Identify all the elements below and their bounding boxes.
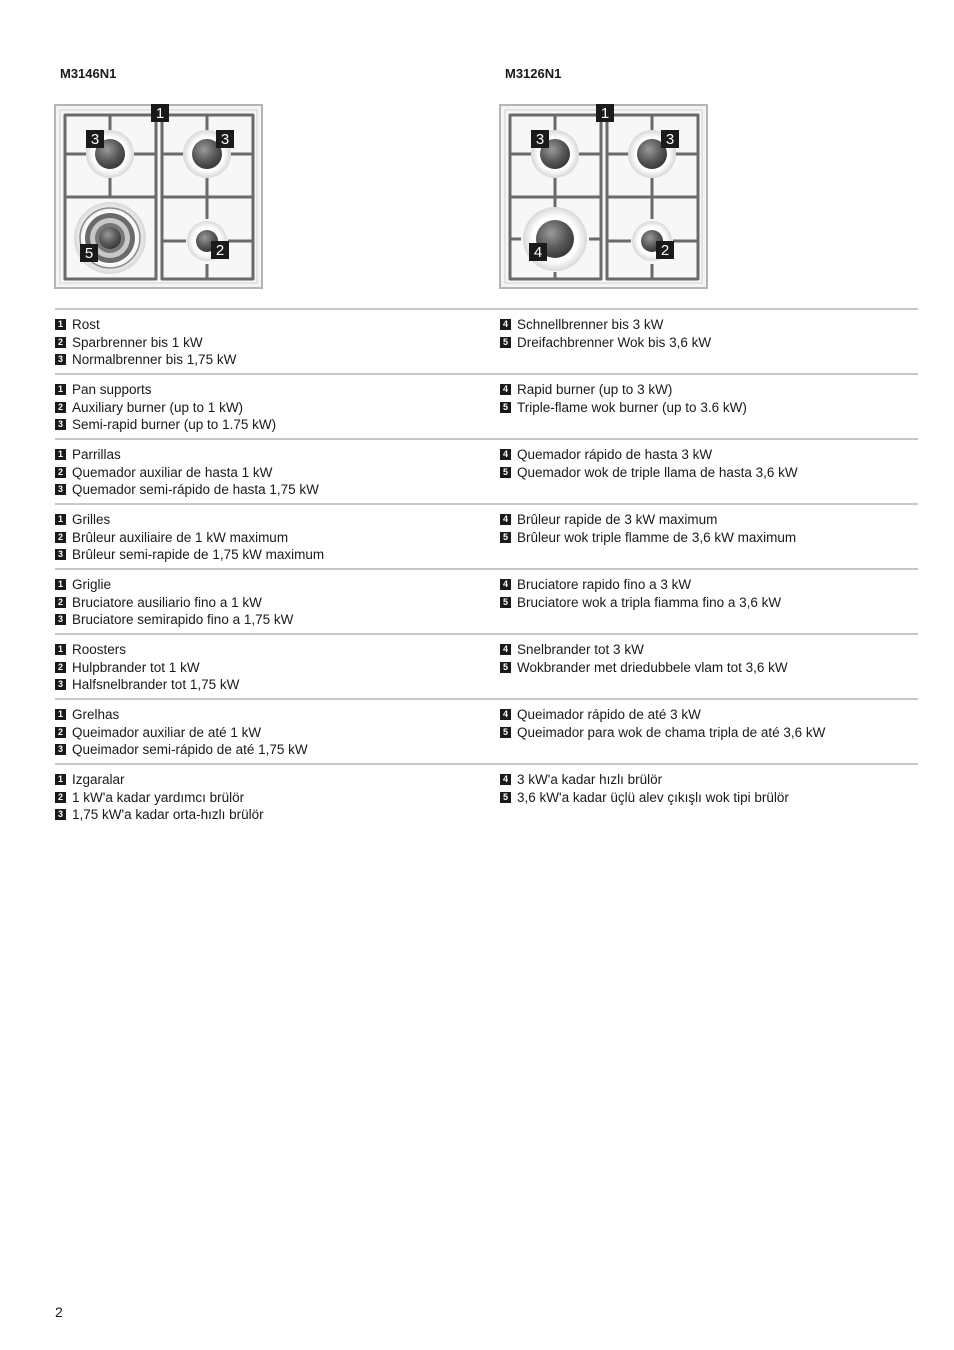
legend-text: Grelhas [72, 707, 120, 723]
legend-number-badge: 4 [500, 774, 511, 785]
legend-text: Triple-flame wok burner (up to 3.6 kW) [517, 399, 747, 415]
legend-number-badge: 3 [55, 549, 66, 560]
legend-text: Rost [72, 317, 100, 333]
legend-number-badge: 2 [55, 467, 66, 478]
legend-text: 3,6 kW'a kadar üçlü alev çıkışlı wok tipi brülör [517, 789, 789, 805]
legend-number-badge: 5 [500, 467, 511, 478]
legend-text: Snelbrander tot 3 kW [517, 642, 644, 658]
legend-number-badge: 5 [500, 597, 511, 608]
legend-number-badge: 1 [55, 514, 66, 525]
legend-number-badge: 4 [500, 644, 511, 655]
legend-column-left [55, 576, 293, 629]
legend-text: Semi-rapid burner (up to 1.75 kW) [72, 417, 277, 433]
legend-table [55, 308, 918, 828]
legend-number-badge: 4 [500, 449, 511, 460]
legend-text: Queimador auxiliar de até 1 kW [72, 724, 262, 740]
legend-text: Pan supports [72, 382, 152, 398]
legend-item [500, 446, 798, 464]
svg-text:1: 1 [155, 105, 165, 122]
legend-item [55, 789, 264, 807]
legend-text: 1,75 kW'a kadar orta-hızlı brülör [72, 807, 264, 823]
hob-diagram-left [54, 104, 264, 290]
legend-item [55, 464, 319, 482]
legend-text: Brûleur semi-rapide de 1,75 kW maximum [72, 547, 325, 563]
svg-text:5: 5 [84, 245, 94, 262]
legend-text: Schnellbrenner bis 3 kW [517, 317, 664, 333]
legend-item [500, 789, 789, 807]
legend-text: Bruciatore wok a tripla fiamma fino a 3,6 kW [517, 594, 782, 610]
legend-item [55, 316, 236, 334]
legend-text: Queimador para wok de chama tripla de até 3,6 kW [517, 724, 826, 740]
legend-text: Dreifachbrenner Wok bis 3,6 kW [517, 334, 712, 350]
legend-column-left [55, 511, 324, 564]
legend-column-right [500, 446, 798, 481]
legend-number-badge: 2 [55, 402, 66, 413]
legend-item [55, 576, 293, 594]
legend-text: Parrillas [72, 447, 121, 463]
legend-row [55, 763, 918, 828]
legend-number-badge: 4 [500, 579, 511, 590]
legend-text: Quemador auxiliar de hasta 1 kW [72, 464, 273, 480]
legend-number-badge: 3 [55, 484, 66, 495]
legend-text: Brûleur rapide de 3 kW maximum [517, 512, 718, 528]
legend-number-badge: 5 [500, 792, 511, 803]
model-label-left: M3146N1 [60, 66, 117, 81]
legend-number-badge: 3 [55, 744, 66, 755]
callout-5 [80, 244, 98, 262]
legend-number-badge: 1 [55, 384, 66, 395]
legend-column-right [500, 706, 825, 741]
legend-column-left [55, 381, 276, 434]
legend-text: Quemador wok de triple llama de hasta 3,6 kW [517, 464, 798, 480]
legend-text: Grilles [72, 512, 111, 528]
legend-column-left [55, 771, 264, 824]
hob-diagram-right [499, 104, 709, 290]
legend-text: Auxiliary burner (up to 1 kW) [72, 399, 244, 415]
legend-item [55, 594, 293, 612]
burner-wok [74, 202, 146, 274]
legend-number-badge: 1 [55, 319, 66, 330]
legend-number-badge: 2 [55, 597, 66, 608]
legend-number-badge: 4 [500, 514, 511, 525]
legend-text: Bruciatore rapido fino a 3 kW [517, 577, 692, 593]
legend-item [55, 351, 236, 369]
legend-column-left [55, 706, 308, 759]
legend-column-right [500, 771, 789, 806]
legend-item [500, 334, 711, 352]
legend-item [500, 641, 788, 659]
legend-column-left [55, 641, 239, 694]
callout-3 [531, 130, 549, 148]
legend-item [55, 806, 264, 824]
legend-row [55, 633, 918, 698]
legend-item [500, 659, 788, 677]
legend-text: Quemador rápido de hasta 3 kW [517, 447, 713, 463]
legend-item [55, 529, 324, 547]
legend-text: Roosters [72, 642, 127, 658]
legend-number-badge: 4 [500, 384, 511, 395]
svg-text:3: 3 [535, 131, 545, 148]
legend-number-badge: 1 [55, 449, 66, 460]
callout-3 [86, 130, 104, 148]
legend-number-badge: 4 [500, 709, 511, 720]
legend-item [55, 676, 239, 694]
legend-column-right [500, 576, 781, 611]
legend-text: Wokbrander met driedubbele vlam tot 3,6 kW [517, 659, 788, 675]
legend-text: 1 kW'a kadar yardımcı brülör [72, 789, 245, 805]
legend-item [55, 771, 264, 789]
legend-number-badge: 3 [55, 809, 66, 820]
legend-item [55, 706, 308, 724]
legend-item [500, 381, 747, 399]
legend-row [55, 373, 918, 438]
model-label-right: M3126N1 [505, 66, 562, 81]
legend-item [55, 641, 239, 659]
legend-item [500, 464, 798, 482]
legend-item [55, 334, 236, 352]
legend-item [500, 724, 825, 742]
legend-row [55, 698, 918, 763]
legend-item [500, 576, 781, 594]
legend-item [500, 511, 796, 529]
legend-item [55, 659, 239, 677]
legend-text: Rapid burner (up to 3 kW) [517, 382, 673, 398]
legend-number-badge: 1 [55, 644, 66, 655]
legend-number-badge: 4 [500, 319, 511, 330]
legend-number-badge: 1 [55, 774, 66, 785]
legend-column-right [500, 511, 796, 546]
legend-text: Bruciatore semirapido fino a 1,75 kW [72, 612, 294, 628]
legend-item [55, 481, 319, 499]
svg-text:3: 3 [665, 131, 675, 148]
legend-text: Quemador semi-rápido de hasta 1,75 kW [72, 482, 319, 498]
legend-number-badge: 5 [500, 662, 511, 673]
legend-column-left [55, 446, 319, 499]
svg-text:2: 2 [660, 242, 670, 259]
callout-2 [211, 241, 229, 259]
svg-text:2: 2 [215, 242, 225, 259]
svg-text:1: 1 [600, 105, 610, 122]
legend-column-left [55, 316, 236, 369]
legend-text: Bruciatore ausiliario fino a 1 kW [72, 594, 262, 610]
legend-item [55, 416, 276, 434]
legend-text: Brûleur wok triple flamme de 3,6 kW maximum [517, 529, 797, 545]
legend-item [500, 706, 825, 724]
legend-item [500, 316, 711, 334]
legend-text: Normalbrenner bis 1,75 kW [72, 352, 237, 368]
legend-text: Queimador rápido de até 3 kW [517, 707, 701, 723]
legend-item [500, 771, 789, 789]
legend-column-right [500, 381, 747, 416]
legend-text: Brûleur auxiliaire de 1 kW maximum [72, 529, 289, 545]
legend-number-badge: 2 [55, 662, 66, 673]
legend-number-badge: 1 [55, 579, 66, 590]
callout-2 [656, 241, 674, 259]
legend-text: Izgaralar [72, 772, 125, 788]
callout-1 [596, 104, 614, 122]
callout-4 [529, 243, 547, 261]
legend-row [55, 308, 918, 373]
legend-item [500, 399, 747, 417]
legend-item [55, 724, 308, 742]
svg-text:4: 4 [533, 244, 543, 261]
legend-number-badge: 3 [55, 354, 66, 365]
legend-item [55, 511, 324, 529]
legend-number-badge: 1 [55, 709, 66, 720]
callout-1 [151, 104, 169, 122]
legend-row [55, 438, 918, 503]
legend-item [55, 611, 293, 629]
legend-item [55, 381, 276, 399]
legend-number-badge: 2 [55, 337, 66, 348]
legend-text: 3 kW'a kadar hızlı brülör [517, 772, 663, 788]
legend-column-right [500, 641, 788, 676]
legend-number-badge: 3 [55, 419, 66, 430]
legend-number-badge: 5 [500, 337, 511, 348]
legend-number-badge: 2 [55, 727, 66, 738]
legend-item [500, 529, 796, 547]
legend-item [500, 594, 781, 612]
legend-number-badge: 5 [500, 532, 511, 543]
legend-text: Halfsnelbrander tot 1,75 kW [72, 677, 240, 693]
page-number: 2 [55, 1304, 63, 1320]
legend-row [55, 568, 918, 633]
legend-number-badge: 5 [500, 727, 511, 738]
legend-text: Queimador semi-rápido de até 1,75 kW [72, 742, 308, 758]
callout-3 [661, 130, 679, 148]
legend-item [55, 399, 276, 417]
legend-item [55, 741, 308, 759]
legend-number-badge: 3 [55, 614, 66, 625]
legend-item [55, 446, 319, 464]
legend-text: Griglie [72, 577, 112, 593]
svg-text:3: 3 [90, 131, 100, 148]
legend-number-badge: 2 [55, 532, 66, 543]
callout-3 [216, 130, 234, 148]
legend-text: Sparbrenner bis 1 kW [72, 334, 203, 350]
legend-number-badge: 3 [55, 679, 66, 690]
legend-number-badge: 2 [55, 792, 66, 803]
legend-number-badge: 5 [500, 402, 511, 413]
legend-text: Hulpbrander tot 1 kW [72, 659, 200, 675]
legend-item [55, 546, 324, 564]
legend-row [55, 503, 918, 568]
legend-column-right [500, 316, 711, 351]
svg-text:3: 3 [220, 131, 230, 148]
